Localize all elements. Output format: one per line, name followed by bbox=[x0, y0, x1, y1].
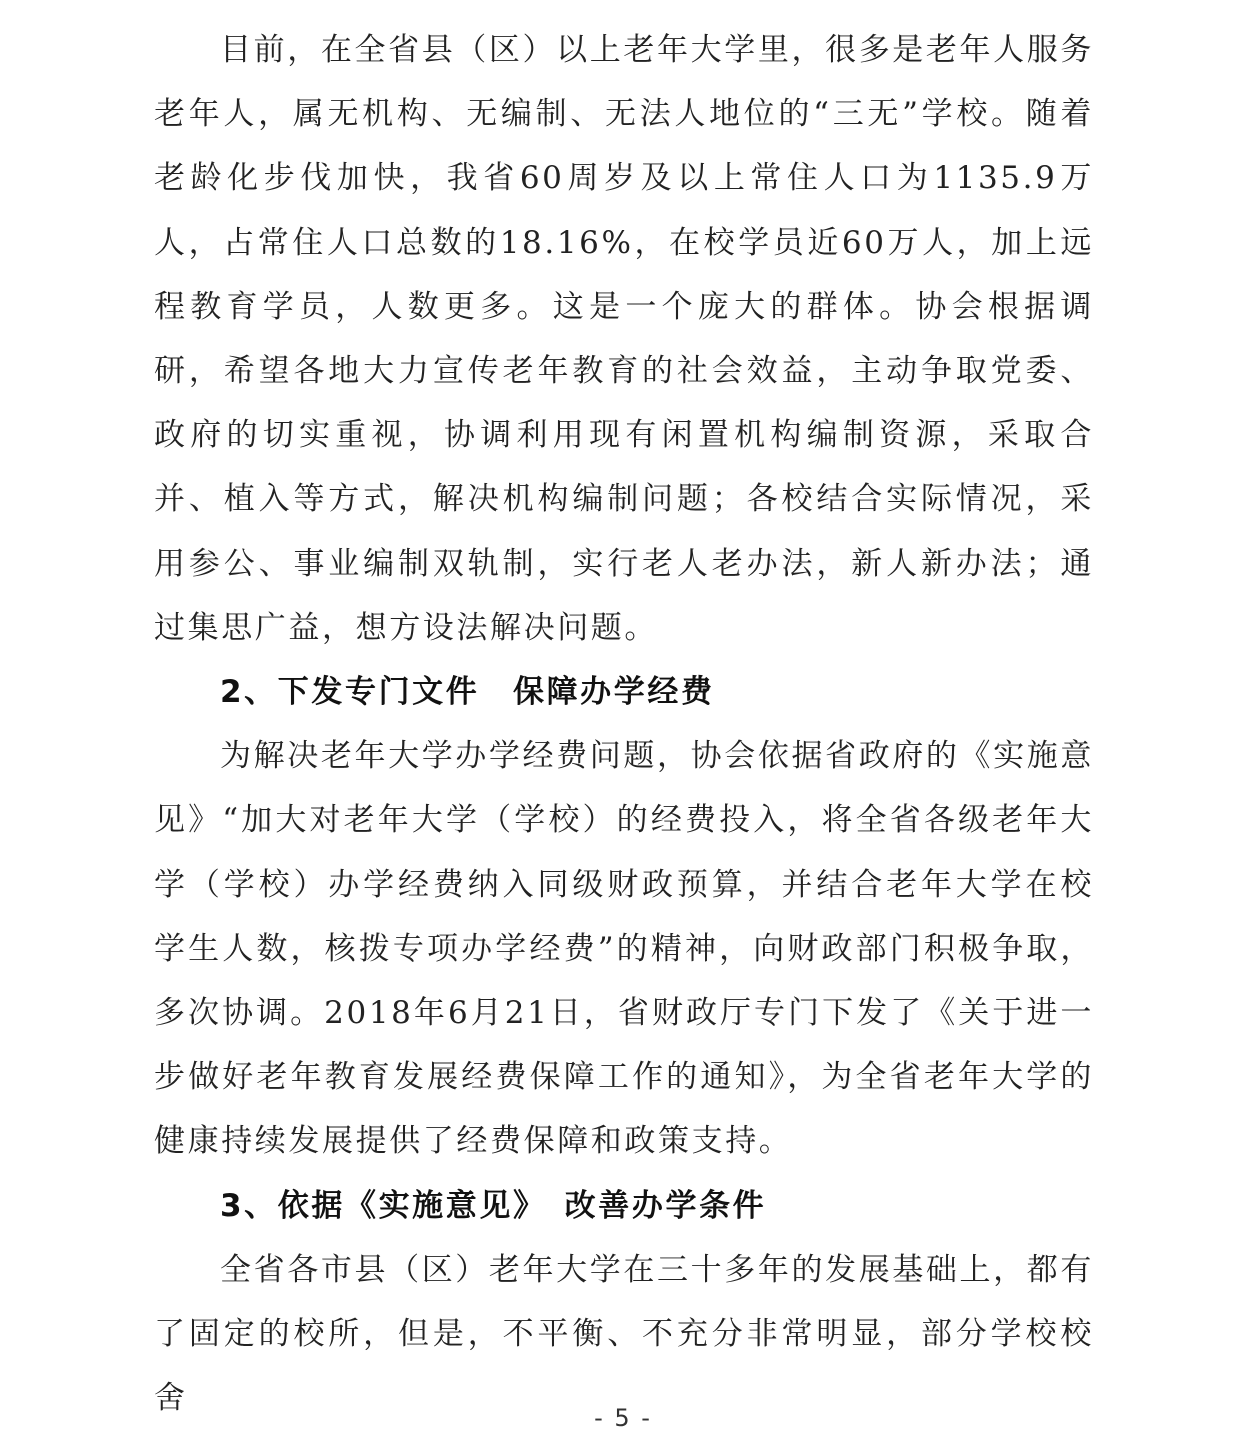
paragraph-organization: 目前，在全省县（区）以上老年大学里，很多是老年人服务老年人，属无机构、无编制、无法人地位的“三无”学校。随着老龄化步伐加快，我省60周岁及以上常住人口为1135.9万人，占常住人口总数的18.16%，在校学员近60万人，加上远程教育学员，人数更多。这是一个庞大的群体。协会根据调研，希望各地大力宣传老年教育的社会效益，主动争取党委、政府的切实重视，协调利用现有闲置机构编制资源，采取合并、植入等方式，解决机构编制问题；各校结合实际情况，采用参公、事业编制双轨制，实行老人老办法，新人新办法；通过集思广益，想方设法解决问题。 bbox=[154, 32, 1094, 646]
paragraph-conditions: 全省各市县（区）老年大学在三十多年的发展基础上，都有了固定的校所，但是，不平衡、不充分非常明显，部分学校校舍 bbox=[154, 1251, 1094, 1417]
section-heading-conditions: 3、依据《实施意见》 改善办学条件 bbox=[220, 1187, 767, 1224]
body-text bbox=[154, 18, 1094, 1430]
section-heading-funding: 2、下发专门文件 保障办学经费 bbox=[220, 674, 715, 711]
page-number: - 5 - bbox=[594, 1404, 652, 1432]
paragraph-funding: 为解决老年大学办学经费问题，协会依据省政府的《实施意见》“加大对老年大学（学校）的经费投入，将全省各级老年大学（学校）办学经费纳入同级财政预算，并结合老年大学在校学生人数，核拨专项办学经费”的精神，向财政部门积极争取，多次协调。2018年6月21日，省财政厅专门下发了《关于进一步做好老年教育发展经费保障工作的通知》，为全省老年大学的健康持续发展提供了经费保障和政策支持。 bbox=[154, 738, 1094, 1160]
